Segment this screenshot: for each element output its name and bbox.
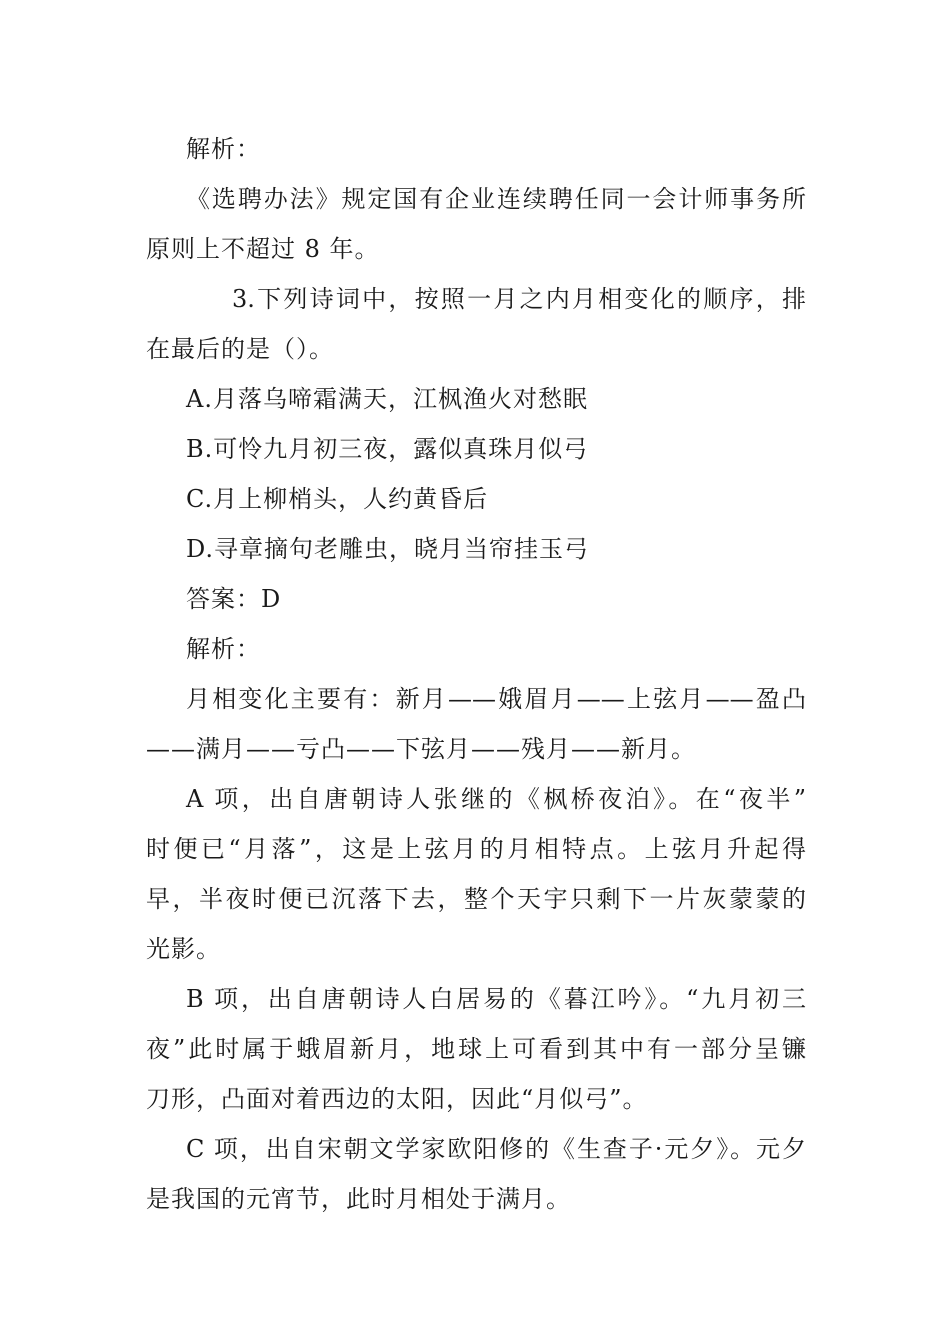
option-b: B.可怜九月初三夜，露似真珠月似弓 xyxy=(186,435,589,463)
analysis-heading-1: 解析： xyxy=(186,135,261,163)
paragraph-line: 《选聘办法》规定国有企业连续聘任同一会计师事务所 xyxy=(186,185,806,213)
paragraph-line: 原则上不超过 8 年。 xyxy=(146,235,380,263)
question-line: 在最后的是（）。 xyxy=(146,335,334,363)
paragraph-line: 刀形，凸面对着西边的太阳，因此“月似弓”。 xyxy=(146,1085,648,1113)
paragraph-line: 夜”此时属于蛾眉新月，地球上可看到其中有一部分呈镰 xyxy=(146,1035,806,1063)
paragraph-line: C 项，出自宋朝文学家欧阳修的《生查子·元夕》。元夕 xyxy=(186,1135,806,1163)
paragraph-line: B 项，出自唐朝诗人白居易的《暮江吟》。“九月初三 xyxy=(186,985,806,1013)
analysis-heading-2: 解析： xyxy=(186,635,261,663)
paragraph-line: 月相变化主要有：新月——娥眉月——上弦月——盈凸 xyxy=(186,685,806,713)
option-c: C.月上柳梢头，人约黄昏后 xyxy=(186,485,489,513)
paragraph-line: 早，半夜时便已沉落下去，整个天宇只剩下一片灰蒙蒙的 xyxy=(146,885,806,913)
paragraph-line: 是我国的元宵节，此时月相处于满月。 xyxy=(146,1185,571,1213)
option-a: A.月落乌啼霜满天，江枫渔火对愁眠 xyxy=(186,385,588,413)
paragraph-line: 光影。 xyxy=(146,935,221,963)
paragraph-line: ——满月——亏凸——下弦月——残月——新月。 xyxy=(146,735,696,763)
answer-line: 答案：D xyxy=(186,585,282,613)
option-d: D.寻章摘句老雕虫，晓月当帘挂玉弓 xyxy=(186,535,590,563)
paragraph-line: 时便已“月落”，这是上弦月的月相特点。上弦月升起得 xyxy=(146,835,806,863)
paragraph-line: A 项，出自唐朝诗人张继的《枫桥夜泊》。在“夜半” xyxy=(186,785,806,813)
question-line: 3.下列诗词中，按照一月之内月相变化的顺序，排 xyxy=(232,285,806,313)
